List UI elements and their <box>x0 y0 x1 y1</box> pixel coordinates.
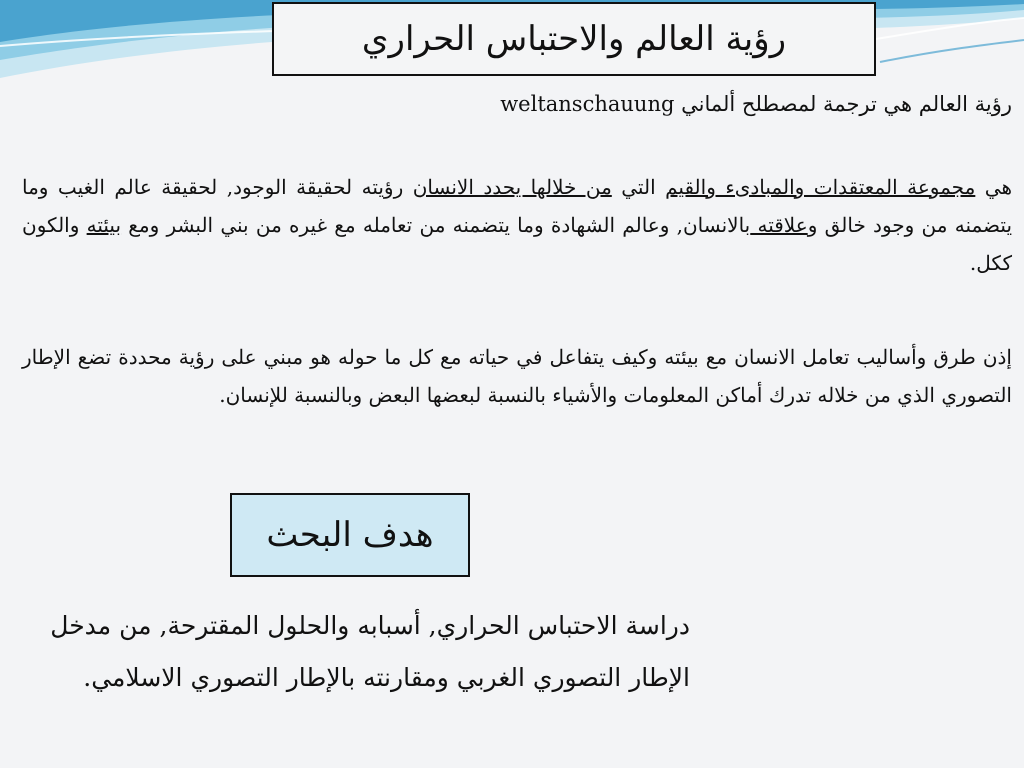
goal-heading: هدف البحث <box>266 515 434 555</box>
definition-paragraph <box>22 168 1012 282</box>
definition-text-3: رؤيته لحقيقة الوجود, لحقيقة عالم الغيب وما يتضمنه من وجود خالق و <box>22 175 1013 237</box>
conclusion-paragraph: إذن طرق وأساليب تعامل الانسان مع بيئته وكيف يتفاعل في حياته مع كل ما حوله هو مبني على رؤية محددة تضع الإطار التصوري الذي من خلاله تدرك أماكن المعلومات والأشياء بالنسبة لبعضها البعض وبالنسبة للإنسان. <box>22 345 1012 407</box>
definition-text-2: التي <box>611 175 666 199</box>
goal-heading-box <box>230 493 470 577</box>
definition-underline-2: من خلالها يحدد الانسان <box>412 175 612 199</box>
definition-text-1: هي <box>975 175 1012 199</box>
goal-text: دراسة الاحتباس الحراري, أسبابه والحلول المقترحة, من مدخل الإطار التصوري الغربي ومقارنته بالإطار التصوري الاسلامي. <box>50 611 690 692</box>
slide-title: رؤية العالم والاحتباس الحراري <box>361 19 787 59</box>
definition-underline-4: بيئته <box>86 213 122 237</box>
definition-underline-1: مجموعة المعتقدات والمبادىء والقيم <box>665 175 976 199</box>
definition-text-4: بالانسان, وعالم الشهادة وما يتضمنه من تعامله مع غيره من بني البشر ومع <box>121 213 751 237</box>
title-box <box>272 2 876 76</box>
intro-line: رؤية العالم هي ترجمة لمصطلح ألماني weltanschauung <box>500 92 1012 116</box>
definition-text-5: والكون ككل. <box>22 213 1012 275</box>
definition-underline-3: علاقته <box>750 213 808 237</box>
